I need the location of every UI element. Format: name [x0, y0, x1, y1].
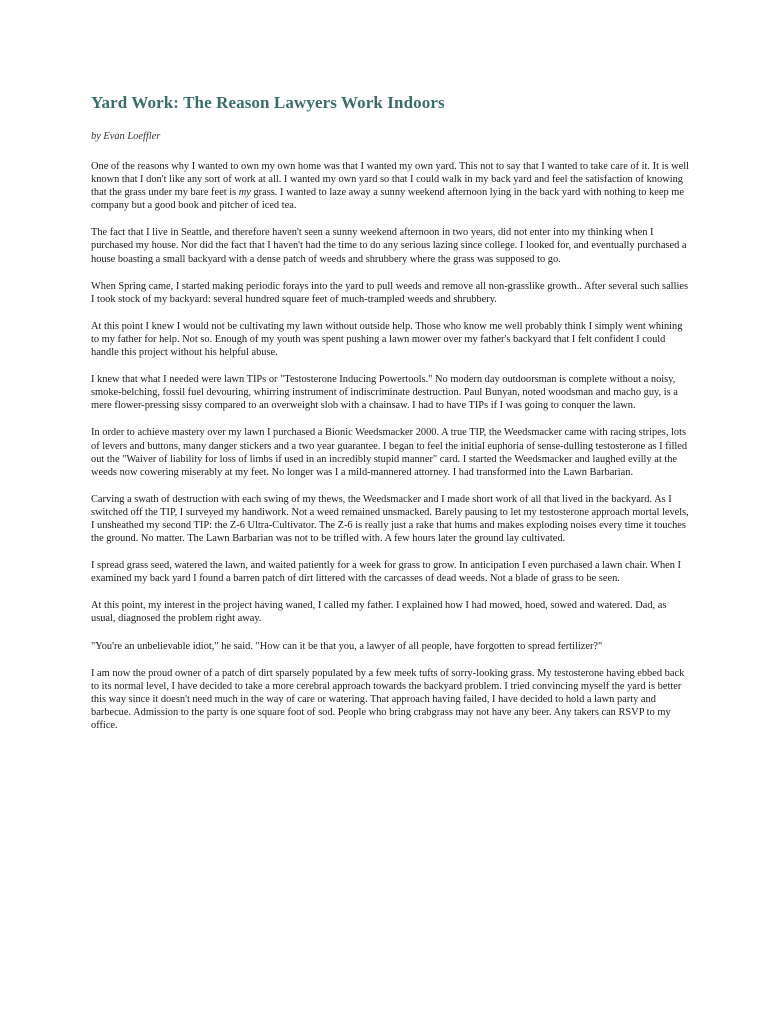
paragraph-8: I spread grass seed, watered the lawn, and waited patiently for a week for grass to grow. In anticipation I even purchased a lawn chair. When I examined my back yard I found a barren patch of dirt littered with the carcasses of dead weeds. Not a blade of grass to be seen.	[91, 560, 682, 585]
paragraph-11: I am now the proud owner of a patch of dirt sparsely populated by a few meek tufts of sorry-looking grass. My testosterone having ebbed back to its normal level, I have decided to take a more cerebral approach towards the backyard problem. I tried convincing myself the yard is better this way since it doesn't need much in the way of care or watering. That approach having failed, I have decided to hold a lawn party and barbecue. Admission to the party is one square foot of sod. People who bring crabgrass may not have any beer. Any takers can RSVP to my office.	[91, 667, 685, 731]
article	[91, 92, 689, 732]
paragraph-4: At this point I knew I would not be cultivating my lawn without outside help. Those who know me well probably think I simply went whining to my father for help. Not so. Enough of my youth was spent pushing a lawn mower over my father's backyard that I felt confident I could handle this project without his helpful abuse.	[91, 320, 683, 359]
paragraph-5: I knew that what I needed were lawn TIPs or "Testosterone Inducing Powertools." No modern day outdoorsman is complete without a noisy, smoke-belching, fossil fuel devouring, whirring instrument of indiscriminate destruction. Paul Bunyan, noted woodsman and macho guy, is a mere flower-pressing sissy compared to an overweight slob with a chainsaw. I had to have TIPs if I was going to conquer the lawn.	[91, 374, 678, 412]
paragraph-6: In order to achieve mastery over my lawn I purchased a Bionic Weedsmacker 2000. A true TIP, the Weedsmacker came with racing stripes, lots of levers and buttons, many danger stickers and a two year guarantee. I began to feel the initial euphoria of sense-dulling testosterone as I filled out the "Waiver of liability for loss of limbs if used in an incredibly stupid manner" card. I started the Weedsmacker and laughed evilly at the weeds now cowering miserably at my feet. No longer was I a mild-mannered attorney. I had transformed into the Lawn Barbarian.	[91, 427, 688, 478]
paragraph-2: The fact that I live in Seattle, and therefore haven't seen a sunny weekend afternoon in two years, did not enter into my thinking when I purchased my house. Nor did the fact that I haven't had the time to do any serious lazing since college. I looked for, and eventually purchased a house boasting a small backyard with a dense patch of weeds and shrubbery where the grass was supposed to go.	[91, 227, 687, 265]
paragraph-9: At this point, my interest in the project having waned, I called my father. I explained how I had mowed, hoed, sowed and watered. Dad, as usual, diagnosed the problem right away.	[91, 600, 667, 625]
paragraph-3: When Spring came, I started making periodic forays into the yard to pull weeds and remove all non-grasslike growth.. After several such sallies I took stock of my backyard: several hundred square feet of much-trampled weeds and shrubbery.	[91, 280, 688, 305]
paragraph-1-text-b: grass. I wanted to laze away a sunny weekend afternoon lying in the back yard with nothing to keep me company but a good book and pitcher of iced tea.	[91, 187, 684, 212]
paragraph-1-text-a: One of the reasons why I wanted to own my own home was that I wanted my own yard. This not to say that I wanted to take care of it. It is well known that I don't like any sort of work at all. I wanted my own yard so that I could walk in my back yard and feel the satisfaction of knowing that the grass under my bare feet is	[91, 161, 689, 199]
paragraph-10: "You're an unbelievable idiot," he said. "How can it be that you, a lawyer of all people, have forgotten to spread fertilizer?"	[91, 640, 603, 652]
paragraph-7: Carving a swath of destruction with each swing of my thews, the Weedsmacker and I made short work of all that lived in the backyard. As I switched off the TIP, I surveyed my handiwork. Not a weed remained unsmacked. Barely pausing to let my testosterone approach mortal levels, I unsheathed my second TIP: the Z-6 Ultra-Cultivator. The Z-6 is really just a rake that hums and makes exploding noises every time it touches the ground. No matter. The Lawn Barbarian was not to be trifled with. A few hours later the ground lay cultivated.	[91, 493, 689, 545]
article-byline: by Evan Loeffler	[91, 131, 161, 142]
article-title: Yard Work: The Reason Lawyers Work Indoors	[91, 93, 445, 112]
paragraph-1-emphasis: my	[238, 187, 251, 199]
paragraph-1	[91, 160, 689, 212]
